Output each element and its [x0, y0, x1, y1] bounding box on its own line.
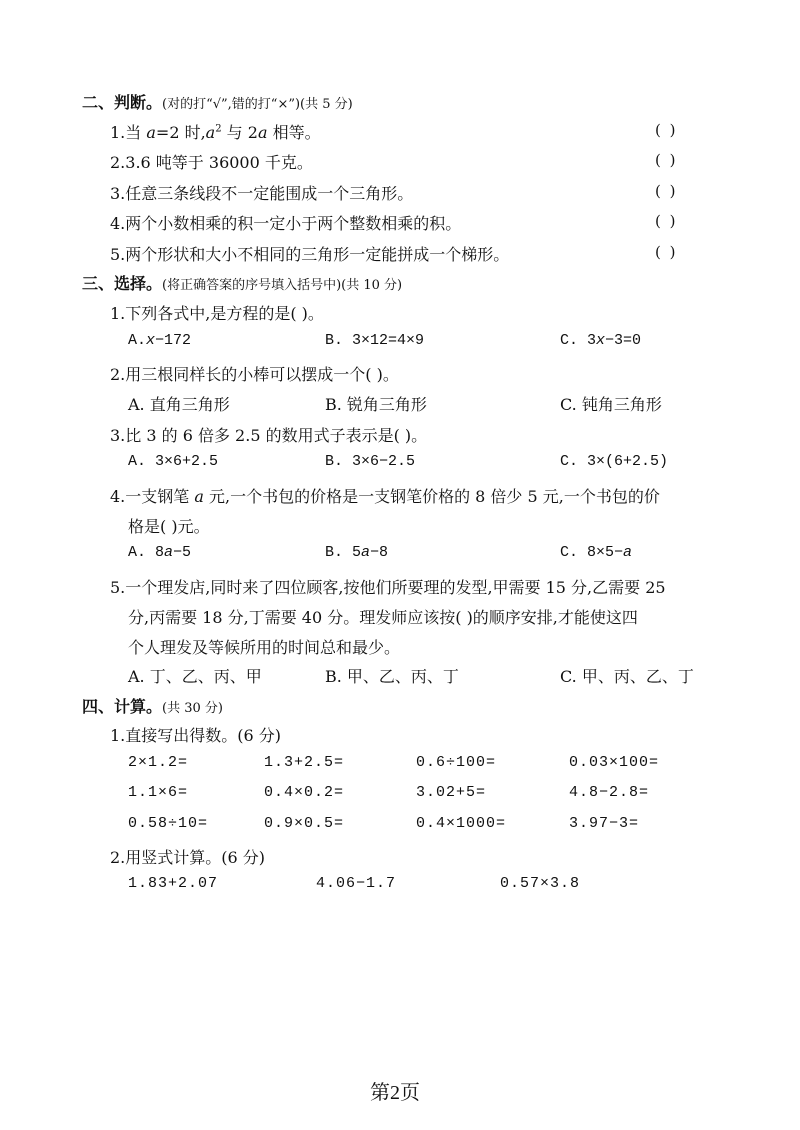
- choice-question-2: 2.用三根同样长的小棒可以摆成一个( )。: [110, 365, 399, 384]
- judge-item-5: 5.两个形状和大小不相同的三角形一定能拼成一个梯形。: [110, 245, 510, 264]
- calc-item: 0.4×0.2=: [264, 784, 345, 801]
- section-4-heading: [82, 694, 223, 717]
- option-text: B. 5: [325, 544, 362, 561]
- choice-4-option-b[interactable]: [325, 544, 388, 561]
- choice-4-option-c[interactable]: [560, 544, 632, 561]
- calc-subsection-2: 2.用竖式计算。(6 分): [110, 848, 266, 867]
- judge-3-answer-blank[interactable]: ( ): [655, 182, 678, 200]
- choice-question-1: 1.下列各式中,是方程的是( )。: [110, 304, 324, 323]
- option-text: A.: [128, 332, 147, 349]
- question-text: 4.一支钢笔: [110, 487, 195, 506]
- var-a: a: [361, 544, 371, 561]
- judge-item-3: 3.任意三条线段不一定能围成一个三角形。: [110, 184, 414, 203]
- section-4-note: (共 30 分): [162, 701, 223, 716]
- var-a: a: [257, 123, 268, 142]
- option-text: A. 8: [128, 544, 165, 561]
- choice-question-5-line-1: 5.一个理发店,同时来了四位顾客,按他们所要理的发型,甲需要 15 分,乙需要 25: [110, 578, 666, 597]
- calc-item: 1.3+2.5=: [264, 754, 345, 771]
- option-text: −8: [370, 544, 389, 561]
- choice-question-5-line-2: 分,丙需要 18 分,丁需要 40 分。理发师应该按( )的顺序安排,才能使这四: [128, 608, 638, 627]
- calc-item: 2×1.2=: [128, 754, 189, 771]
- choice-2-option-b[interactable]: B. 锐角三角形: [325, 395, 427, 414]
- calc-item: 0.4×1000=: [416, 815, 507, 832]
- judge-1-text: 与 2: [221, 123, 258, 142]
- section-2-title: 二、判断。: [82, 93, 163, 112]
- choice-5-option-b[interactable]: B. 甲、乙、丙、丁: [325, 667, 459, 686]
- var-x: x: [596, 332, 606, 349]
- judge-item-1: [110, 120, 321, 143]
- vertical-calc-item: 4.06−1.7: [316, 875, 397, 892]
- calc-item: 3.97−3=: [569, 815, 640, 832]
- calc-item: 1.1×6=: [128, 784, 189, 801]
- choice-question-5-line-3: 个人理发及等候所用的时间总和最少。: [128, 638, 401, 657]
- judge-item-2: 2.3.6 吨等于 36000 千克。: [110, 153, 313, 172]
- var-x: x: [146, 332, 156, 349]
- section-3-title: 三、选择。: [82, 274, 163, 293]
- page-number: 第2页: [370, 1082, 420, 1104]
- calc-subsection-1: 1.直接写出得数。(6 分): [110, 726, 282, 745]
- choice-1-option-b[interactable]: B. 3×12=4×9: [325, 332, 425, 349]
- vertical-calc-item: 1.83+2.07: [128, 875, 219, 892]
- section-2-note: (对的打“√”,错的打“×”)(共 5 分): [162, 97, 353, 112]
- judge-4-answer-blank[interactable]: ( ): [655, 212, 678, 230]
- option-text: −5: [173, 544, 192, 561]
- choice-question-4-line-1: [110, 484, 660, 507]
- exponent: 2: [215, 123, 222, 135]
- choice-5-option-c[interactable]: C. 甲、丙、乙、丁: [560, 667, 694, 686]
- choice-5-option-a[interactable]: A. 丁、乙、丙、甲: [128, 667, 262, 686]
- calc-item: 3.02+5=: [416, 784, 487, 801]
- option-text: C. 3: [560, 332, 597, 349]
- choice-2-option-c[interactable]: C. 钝角三角形: [560, 395, 662, 414]
- judge-item-4: 4.两个小数相乘的积一定小于两个整数相乘的积。: [110, 214, 462, 233]
- section-3-note: (将正确答案的序号填入括号中)(共 10 分): [162, 278, 403, 293]
- calc-item: 0.9×0.5=: [264, 815, 345, 832]
- option-text: −172: [155, 332, 192, 349]
- vertical-calc-item: 0.57×3.8: [500, 875, 581, 892]
- var-a: a: [146, 123, 156, 142]
- option-text: −3=0: [605, 332, 642, 349]
- choice-4-option-a[interactable]: [128, 544, 191, 561]
- var-a: a: [194, 487, 204, 506]
- judge-1-text: 相等。: [267, 123, 321, 142]
- choice-question-3: 3.比 3 的 6 倍多 2.5 的数用式子表示是( )。: [110, 426, 428, 445]
- judge-2-answer-blank[interactable]: ( ): [655, 151, 678, 169]
- section-4-title: 四、计算。: [82, 697, 163, 716]
- var-a: a: [164, 544, 174, 561]
- judge-1-text: =2 时,: [155, 123, 206, 142]
- choice-3-option-a[interactable]: A. 3×6+2.5: [128, 453, 219, 470]
- calc-item: 4.8−2.8=: [569, 784, 650, 801]
- choice-3-option-c[interactable]: C. 3×(6+2.5): [560, 453, 669, 470]
- section-2-heading: [82, 90, 353, 113]
- judge-1-text: 1.当: [110, 123, 147, 142]
- calc-item: 0.03×100=: [569, 754, 660, 771]
- calc-item: 0.58÷10=: [128, 815, 209, 832]
- choice-3-option-b[interactable]: B. 3×6−2.5: [325, 453, 416, 470]
- choice-question-4-line-2: 格是( )元。: [128, 517, 210, 536]
- judge-1-answer-blank[interactable]: ( ): [655, 121, 678, 139]
- calc-item: 0.6÷100=: [416, 754, 497, 771]
- option-text: C. 8×5−: [560, 544, 624, 561]
- var-a: a: [623, 544, 633, 561]
- choice-1-option-c[interactable]: [560, 332, 641, 349]
- judge-5-answer-blank[interactable]: ( ): [655, 243, 678, 261]
- question-text: 元,一个书包的价格是一支钢笔价格的 8 倍少 5 元,一个书包的价: [203, 487, 660, 506]
- choice-2-option-a[interactable]: A. 直角三角形: [128, 395, 230, 414]
- section-3-heading: [82, 271, 402, 294]
- var-a: a: [205, 123, 216, 142]
- choice-1-option-a[interactable]: [128, 332, 191, 349]
